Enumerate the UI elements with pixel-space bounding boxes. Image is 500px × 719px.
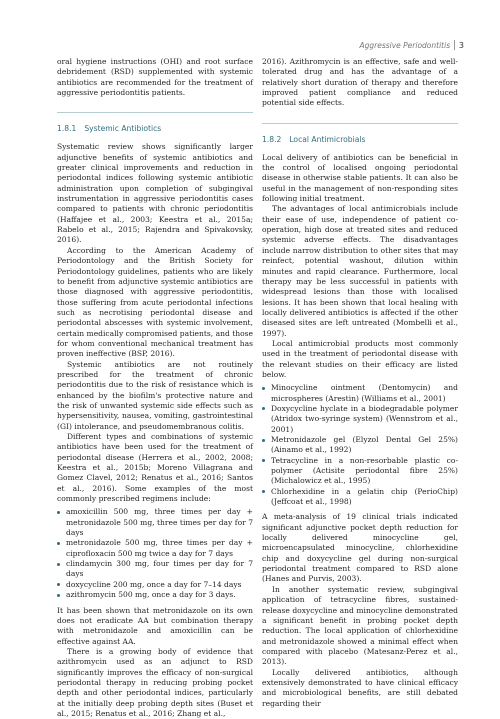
bullet-icon: [57, 542, 60, 545]
regimen-list: [57, 507, 253, 600]
bullet-icon: [262, 459, 265, 462]
paragraph: The advantages of local antimicrobials include their ease of use, independence of patient co-operation, high dose at treated sites and reduced systemic adverse effects. The disadvantages include narrow distribution to other sites that may reinfect, potential washout, dilution within minutes and rapid clearance. Furthermore, local therapy may be less successful in patients with widespread lesions than those with localised lesions. It has been shown that local healing with locally delivered antibiotics is affected if the other diseased sites are left untreated (Mombelli et al., 1997).: [262, 204, 458, 338]
bullet-icon: [262, 387, 265, 390]
list-item: Doxycycline hyclate in a biodegradable polymer (Atridox two-syringe system) (Wennstrom et al., 2001): [262, 404, 458, 435]
intro-paragraph: oral hygiene instructions (OHI) and root surface debridement (RSD) supplemented with systemic antibiotics are recommended for the treatment of aggressive periodontitis patients.: [57, 57, 253, 98]
paragraph: Systematic review shows significantly larger adjunctive benefits of systemic antibiotics and greater clinical improvements and reduction in periodontal indices following systemic antibiotic administration upon completion of subgingival instrumentation in aggressive periodontitis cases compared to patients with chronic periodontitis (Haffajee et al., 2003; Keestra et al., 2015a; Rabelo et al., 2015; Rajendra and Spivakovsky, 2016).: [57, 142, 253, 245]
paragraph: A meta-analysis of 19 clinical trials indicated significant adjunctive pocket depth reduction for locally delivered minocycline gel, microencapsulated minocycline, chlorhexidine chip and doxycycline gel during non-surgical periodontal treatment compared to RSD alone (Hanes and Purvis, 2003).: [262, 512, 458, 584]
paragraph: There is a growing body of evidence that azithromycin used as an adjunct to RSD significantly improves the efficacy of non-surgical periodontal therapy in reducing probing pocket depth and other periodontal indices, particularly at the initially deep probing depth sites (Buset et al., 2015; Renatus et al., 2016; Zhang et al.,: [57, 646, 253, 718]
section-heading-local-antimicrobials: [262, 123, 458, 145]
list-item: clindamycin 300 mg, four times per day for 7 days: [57, 559, 253, 580]
bullet-icon: [57, 583, 60, 586]
bullet-icon: [57, 563, 60, 566]
section-number: 1.8.1: [57, 124, 77, 134]
bullet-icon: [262, 407, 265, 410]
bullet-icon: [262, 490, 265, 493]
list-item: Minocycline ointment (Dentomycin) and microspheres (Arestin) (Williams et al., 2001): [262, 383, 458, 404]
header-divider: [454, 40, 455, 50]
paragraph: In another systematic review, subgingival application of tetracycline fibres, sustained-release doxycycline and minocycline demonstrated a significant benefit in probing pocket depth reduction. The local application of chlorhexidine and metronidazole showed a minimal effect when compared with placebo (Matesanz-Perez et al., 2013).: [262, 584, 458, 667]
section-number: 1.8.2: [262, 134, 282, 144]
right-column: [262, 57, 458, 709]
paragraph: Local antimicrobial products most commonly used in the treatment of periodontal disease with the relevant studies on their efficacy are listed below.: [262, 338, 458, 379]
list-item: Tetracycline in a non-resorbable plastic co-polymer (Actisite periodontal fibre 25%) (Michalowicz et al., 1995): [262, 456, 458, 487]
section-heading-systemic-antibiotics: [57, 112, 253, 134]
running-title: Aggressive Periodontitis: [359, 40, 451, 50]
paragraph: It has been shown that metronidazole on its own does not eradicate AA but combination therapy with metronidazole and amoxicillin can be effective against AA.: [57, 605, 253, 646]
list-item: azithromycin 500 mg, once a day for 3 days.: [57, 590, 253, 600]
bullet-icon: [57, 594, 60, 597]
list-item: Metronidazole gel (Elyzol Dental Gel 25%) (Ainamo et al., 1992): [262, 435, 458, 456]
left-column: [57, 57, 253, 719]
bullet-icon: [262, 439, 265, 442]
paragraph: Local delivery of antibiotics can be beneficial in the control of localised ongoing periodontal disease in otherwise stable patients. It can also be useful in the management of non-responding sites following initial treatment.: [262, 152, 458, 204]
product-list: [262, 383, 458, 507]
running-header: [359, 40, 464, 50]
list-item: doxycycline 200 mg, once a day for 7–14 days: [57, 580, 253, 590]
section-title: Systemic Antibiotics: [84, 124, 162, 134]
paragraph: According to the American Academy of Periodontology and the British Society for Periodontology guidelines, patients who are likely to benefit from adjunctive systemic antibiotics are those diagnosed with aggressive periodontitis, those suffering from acute periodontal infections such as necrotising periodontal disease and periodontal abscesses with systemic involvement, certain medically compromised patients, and those for whom conventional mechanical treatment has proven ineffective (BSP, 2016).: [57, 245, 253, 359]
list-item: Chlorhexidine in a gelatin chip (PerioChip) (Jeffcoat et al., 1998): [262, 487, 458, 508]
paragraph: Systemic antibiotics are not routinely prescribed for the treatment of chronic periodontitis due to the risk of resistance which is enhanced by the biofilm's protective nature and the risk of unwanted systemic side effects such as hypersensitivity, nausea, vomiting, gastrointestinal (GI) intolerance, and pseudomembranous colitis.: [57, 359, 253, 431]
page-number: 3: [458, 40, 464, 50]
carry-over-paragraph: 2016). Azithromycin is an effective, safe and well-tolerated drug and has the advantage of a relatively short duration of therapy and therefore improved patient compliance and reduced potential side effects.: [262, 57, 458, 108]
section-title: Local Antimicrobials: [289, 134, 366, 144]
list-item: amoxicillin 500 mg, three times per day + metronidazole 500 mg, three times per day for 7 days: [57, 507, 253, 538]
list-item: metronidazole 500 mg, three times per day + ciprofloxacin 500 mg twice a day for 7 days: [57, 538, 253, 559]
paragraph: Locally delivered antibiotics, although extensively demonstrated to have clinical efficacy and microbiological benefits, are still debated regarding their: [262, 667, 458, 708]
paragraph: Different types and combinations of systemic antibiotics have been used for the treatment of periodontal disease (Herrera et al., 2002, 2008; Keestra et al., 2015b; Moreno Villagrana and Gomez Clavel, 2012; Renatus et al., 2016; Santos et al., 2016). Some examples of the most commonly prescribed regimens include:: [57, 432, 253, 504]
bullet-icon: [57, 511, 60, 514]
